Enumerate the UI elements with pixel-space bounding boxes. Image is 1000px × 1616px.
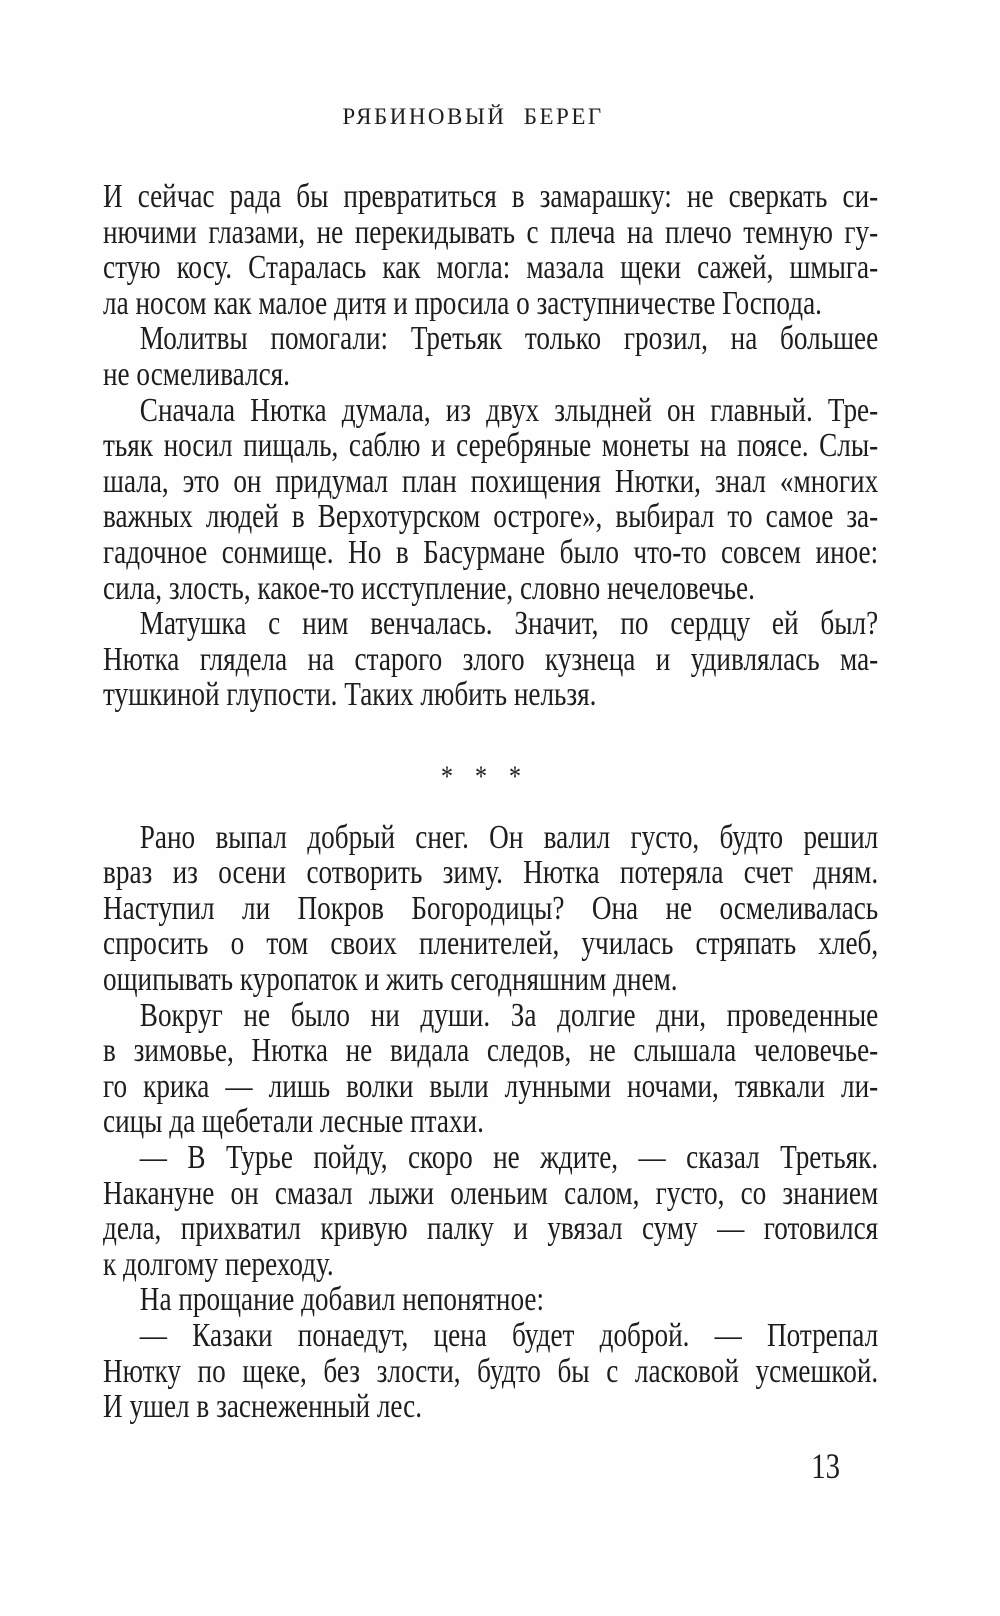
text-line: — Казаки понаедут, цена будет доброй. — Потрепал	[139, 1317, 879, 1355]
text-line: к долгому переходу.	[103, 1245, 334, 1283]
text-line: И сейчас рада бы превратиться в замарашку: не сверкать си-	[103, 178, 879, 215]
text-line: дела, прихватил кривую палку и увязал суму — готовился	[103, 1210, 879, 1248]
page-number: 13	[811, 1446, 840, 1486]
text-line: — В Турье пойду, скоро не ждите, — сказал Третьяк.	[139, 1139, 879, 1177]
text-line: На прощание добавил непонятное:	[139, 1281, 545, 1319]
text-line: Нютку по щеке, без злости, будто бы с ласковой усмешкой.	[103, 1352, 879, 1390]
text-line: Сначала Нютка думала, из двух злыдней он главный. Тре-	[139, 391, 879, 429]
text-line: стую косу. Старалась как могла: мазала щеки сажей, шмыга-	[103, 249, 879, 287]
text-line: шала, это он придумал план похищения Нютки, знал «многих	[103, 462, 879, 500]
text-line: спросить о том своих пленителей, училась стряпать хлеб,	[103, 925, 879, 963]
section-separator	[103, 713, 878, 820]
text-line: Рано выпал добрый снег. Он валил густо, будто решил	[139, 818, 879, 856]
text-line: Накануне он смазал лыжи оленьим салом, густо, со знанием	[103, 1174, 879, 1212]
text-line: Вокруг не было ни души. За долгие дни, проведенные	[139, 996, 879, 1034]
text-line: в зимовье, Нютка не видала следов, не слышала человечье-	[103, 1032, 879, 1070]
text-line: тушкиной глупости. Таких любить нельзя.	[103, 676, 597, 714]
text-line: тьяк носил пищаль, саблю и серебряные монеты на поясе. Слы-	[103, 427, 879, 465]
text-line: не осмеливался.	[103, 355, 290, 393]
text-block	[103, 179, 878, 1425]
running-header: РЯБИНОВЫЙ БЕРЕГ	[342, 104, 604, 129]
text-line: важных людей в Верхотурском остроге», выбирал то самое за-	[103, 498, 879, 536]
text-line: Молитвы помогали: Третьяк только грозил, на большее	[139, 320, 879, 358]
text-line: сицы да щебетали лесные птахи.	[103, 1103, 484, 1141]
text-line: сила, злость, какое-то исступление, словно нечеловечье.	[103, 569, 755, 607]
text-line: ощипывать куропаток и жить сегодняшним днем.	[103, 961, 678, 999]
text-line: враз из осени сотворить зиму. Нютка потеряла счет дням.	[103, 854, 879, 892]
text-line: нючими глазами, не перекидывать с плеча на плечо темную гу-	[103, 213, 879, 251]
text-line: И ушел в заснеженный лес.	[103, 1388, 423, 1426]
separator-asterisks: * * *	[441, 759, 521, 793]
text-line: гадочное сонмище. Но в Басурмане было что-то совсем иное:	[103, 533, 879, 571]
text-line: Матушка с ним венчалась. Значит, по сердцу ей был?	[139, 605, 879, 643]
text-line: ла носом как малое дитя и просила о заступничестве Господа.	[103, 284, 822, 322]
text-line: Нютка глядела на старого злого кузнеца и удивлялась ма-	[103, 640, 879, 678]
text-line: го крика — лишь волки выли лунными ночами, тявкали ли-	[103, 1067, 879, 1105]
text-line: Наступил ли Покров Богородицы? Она не осмеливалась	[103, 889, 879, 927]
